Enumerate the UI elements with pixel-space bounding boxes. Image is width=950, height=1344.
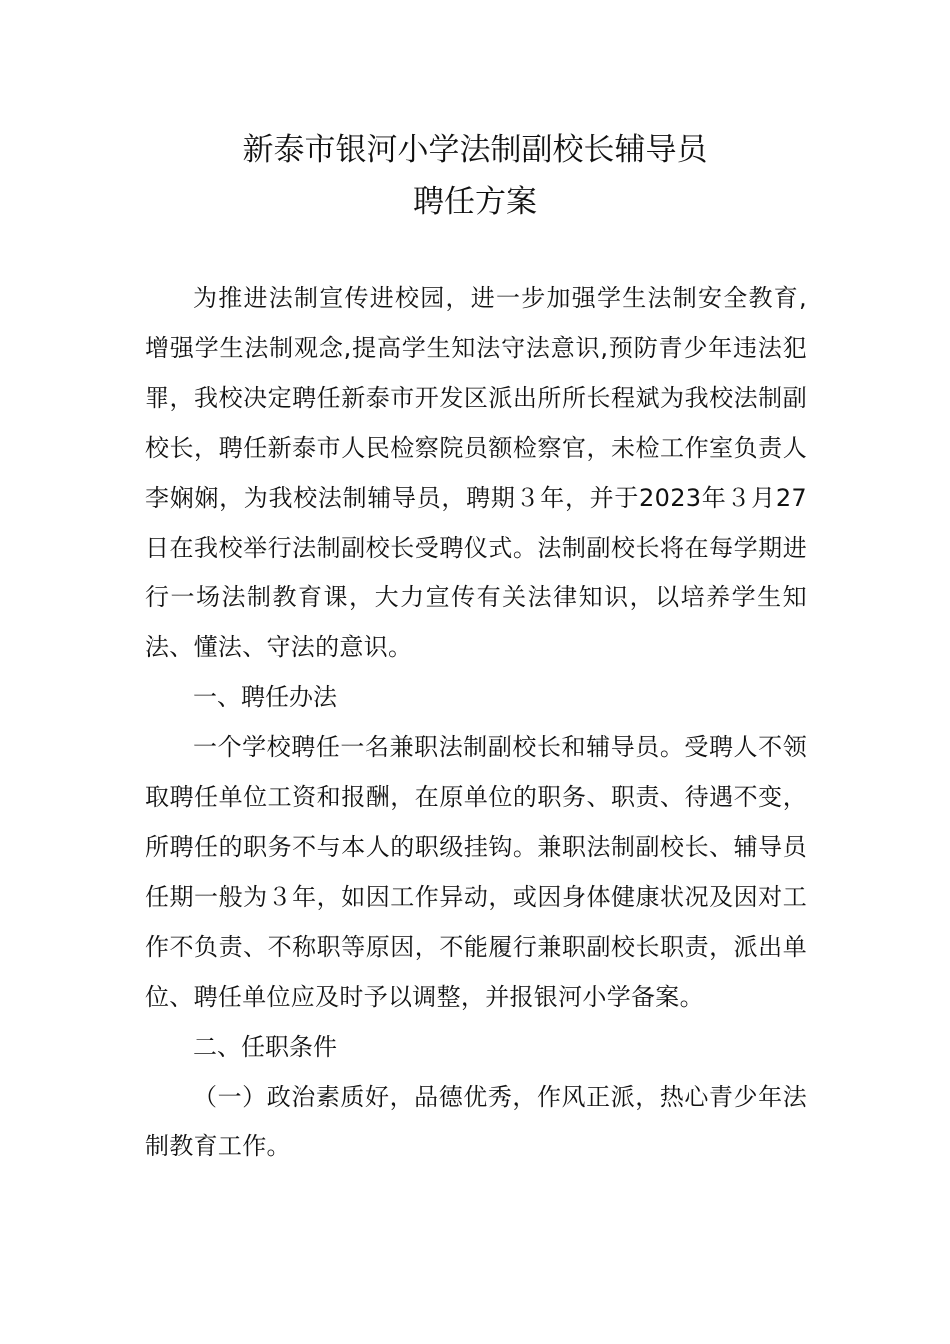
document-title-line-2: 聘任方案 [413, 184, 537, 220]
section-heading-qualifications: 二、任职条件 [193, 1032, 337, 1061]
section-heading-appointment-method: 一、聘任办法 [193, 683, 337, 712]
qualification-item-1: （一）政治素质好，品德优秀，作风正派，热心青少年法制教育工作。 [145, 1082, 807, 1161]
document-title-line-1: 新泰市银河小学法制副校长辅导员 [242, 132, 708, 168]
intro-paragraph: 为推进法制宣传进校园，进一步加强学生法制安全教育,增强学生法制观念,提高学生知法守法意识,预防青少年违法犯罪，我校决定聘任新泰市开发区派出所所长程斌为我校法制副校长，聘任新泰市人民检察院员额检察官，未检工作室负责人李娴娴，为我校法制辅导员，聘期３年，并于2023年３月27日在我校举行法制副校长受聘仪式。法制副校长将在每学期进行一场法制教育课，大力宣传有关法律知识，以培养学生知法、懂法、守法的意识。 [145, 284, 807, 662]
appointment-method-paragraph: 一个学校聘任一名兼职法制副校长和辅导员。受聘人不领取聘任单位工资和报酬，在原单位的职务、职责、待遇不变，所聘任的职务不与本人的职级挂钩。兼职法制副校长、辅导员任期一般为３年，如因工作异动，或因身体健康状况及因对工作不负责、不称职等原因，不能履行兼职副校长职责，派出单位、聘任单位应及时予以调整，并报银河小学备案。 [145, 733, 807, 1011]
document-body [145, 274, 807, 1172]
